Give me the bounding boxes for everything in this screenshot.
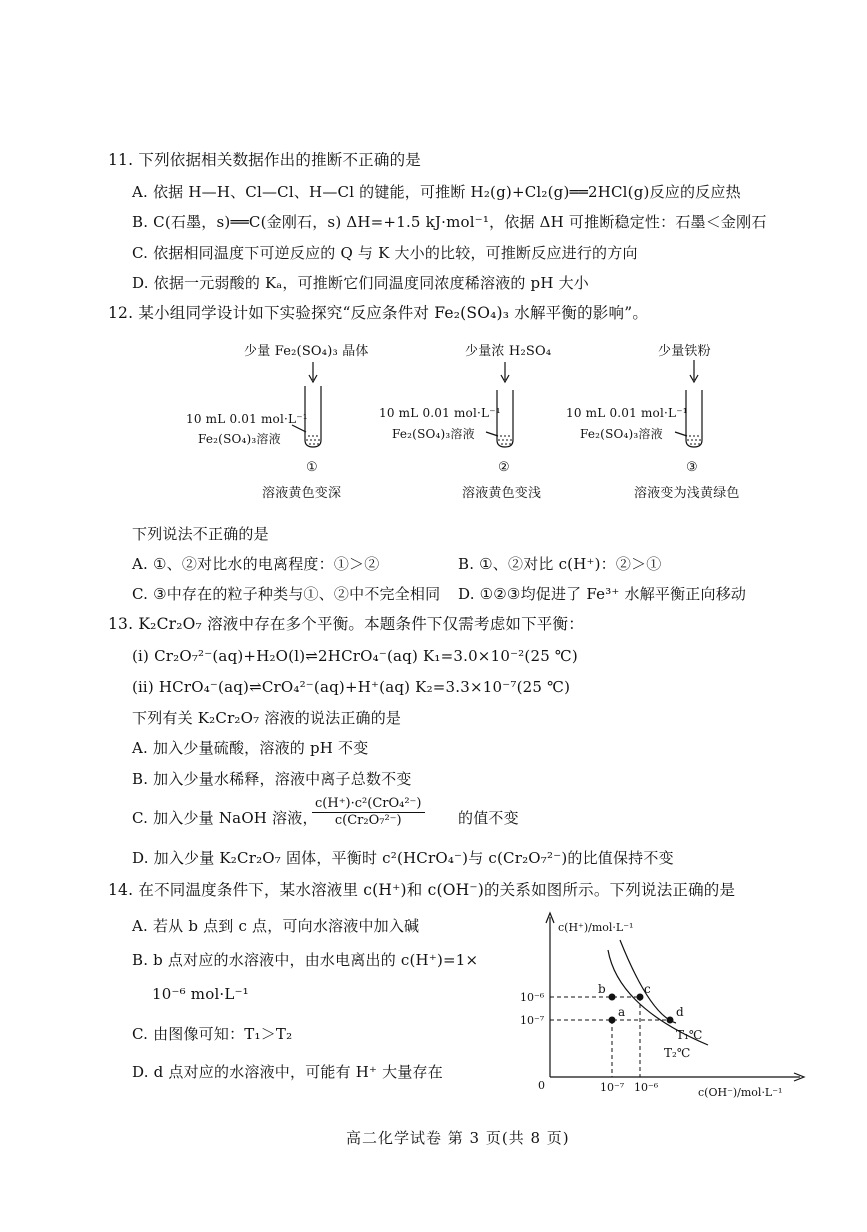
q11-option-a: A. 依据 H—H、Cl—Cl、H—Cl 的键能，可推断 H₂(g)+Cl₂(g)══2HCl(g)反应的反应热 [132, 183, 741, 201]
exp3-number: ③ [686, 460, 698, 475]
exp2-result: 溶液黄色变浅 [462, 486, 542, 501]
q11-option-b: B. C(石墨，s)══C(金刚石，s) ΔH=+1.5 kJ·mol⁻¹，依据 ΔH 可推断稳定性：石墨＜金刚石 [132, 213, 767, 231]
q14-option-c: C. 由图像可知：T₁＞T₂ [132, 1025, 293, 1043]
point-b [609, 994, 616, 1001]
origin-label: 0 [538, 1079, 545, 1092]
x-tick-2: 10⁻⁶ [634, 1081, 659, 1094]
y-tick-1: 10⁻⁶ [520, 991, 545, 1004]
q13-equilibrium-1: (ⅰ) Cr₂O₇²⁻(aq)+H₂O(l)⇌2HCrO₄⁻(aq) K₁=3.0×10⁻²(25 ℃) [132, 647, 578, 665]
q12-option-b: B. ①、②对比 c(H⁺)：②＞① [458, 555, 662, 573]
exp1-reagent: 少量 Fe₂(SO₄)₃ 晶体 [244, 344, 369, 359]
q13-option-d: D. 加入少量 K₂Cr₂O₇ 固体，平衡时 c²(HCrO₄⁻)与 c(Cr₂O₇²⁻)的比值保持不变 [132, 849, 674, 867]
point-a-label: a [618, 1005, 626, 1019]
q13-question: 下列有关 K₂Cr₂O₇ 溶液的说法正确的是 [132, 709, 402, 727]
q14-option-a: A. 若从 b 点到 c 点，可向水溶液中加入碱 [132, 917, 420, 935]
y-axis-label: c(H⁺)/mol·L⁻¹ [558, 921, 634, 934]
q13-stem: 13. K₂Cr₂O₇ 溶液中存在多个平衡。本题条件下仅需考虑如下平衡： [108, 615, 584, 633]
curve-t1-label: T₁℃ [676, 1028, 703, 1042]
point-c-label: c [644, 982, 651, 996]
fraction-denominator: c(Cr₂O₇²⁻) [334, 813, 402, 828]
q13-option-a: A. 加入少量硫酸，溶液的 pH 不变 [132, 739, 369, 757]
q14-stem: 14. 在不同温度条件下，某水溶液里 c(H⁺)和 c(OH⁻)的关系如图所示。下列说法正确的是 [108, 881, 736, 899]
point-c [637, 994, 644, 1001]
exp3-reagent: 少量铁粉 [658, 344, 711, 359]
q11-stem: 11. 下列依据相关数据作出的推断不正确的是 [108, 151, 421, 169]
q14-option-b-line1: B. b 点对应的水溶液中，由水电离出的 c(H⁺)=1× [132, 951, 479, 969]
point-d-label: d [676, 1005, 684, 1019]
exp3-solution: Fe₂(SO₄)₃溶液 [580, 427, 663, 441]
exp3-result: 溶液变为浅黄绿色 [634, 486, 740, 501]
exp1-solution: Fe₂(SO₄)₃溶液 [198, 432, 281, 446]
q13-option-c-fraction [312, 796, 425, 829]
q12-option-d: D. ①②③均促进了 Fe³⁺ 水解平衡正向移动 [458, 585, 747, 603]
exp3-conc: 10 mL 0.01 mol·L⁻¹ [566, 406, 688, 420]
exp1-result: 溶液黄色变深 [262, 486, 342, 501]
q13-option-c-suffix: 的值不变 [458, 809, 519, 827]
q13-option-b: B. 加入少量水稀释，溶液中离子总数不变 [132, 770, 412, 788]
point-a [609, 1017, 616, 1024]
page-footer: 高二化学试卷 第 3 页(共 8 页) [346, 1129, 570, 1147]
x-axis-label: c(OH⁻)/mol·L⁻¹ [698, 1086, 783, 1099]
exp1-number: ① [306, 460, 318, 475]
fraction-numerator: c(H⁺)·c²(CrO₄²⁻) [312, 796, 425, 813]
point-b-label: b [598, 982, 606, 996]
q13-equilibrium-2: (ⅱ) HCrO₄⁻(aq)⇌CrO₄²⁻(aq)+H⁺(aq) K₂=3.3×10⁻⁷(25 ℃) [132, 678, 571, 696]
ch-oh-graph [500, 905, 820, 1100]
guide-lines [550, 997, 670, 1077]
q14-option-b-line2: 10⁻⁶ mol·L⁻¹ [152, 985, 249, 1003]
q13-option-c-prefix: C. 加入少量 NaOH 溶液， [132, 809, 318, 827]
test-tube-diagram [0, 0, 867, 520]
q12-question: 下列说法不正确的是 [132, 525, 269, 543]
exp2-solution: Fe₂(SO₄)₃溶液 [392, 427, 475, 441]
exp1-conc: 10 mL 0.01 mol·L⁻¹ [186, 412, 308, 426]
q12-option-a: A. ①、②对比水的电离程度：①＞② [132, 555, 380, 573]
q11-option-c: C. 依据相同温度下可逆反应的 Q 与 K 大小的比较，可推断反应进行的方向 [132, 244, 638, 262]
exp2-conc: 10 mL 0.01 mol·L⁻¹ [379, 406, 501, 420]
exp2-number: ② [498, 460, 510, 475]
curve-t2-label: T₂℃ [664, 1046, 691, 1060]
q14-option-d: D. d 点对应的水溶液中，可能有 H⁺ 大量存在 [132, 1063, 443, 1081]
q12-stem: 12. 某小组同学设计如下实验探究“反应条件对 Fe₂(SO₄)₃ 水解平衡的影响”。 [108, 304, 649, 322]
y-tick-2: 10⁻⁷ [520, 1014, 545, 1027]
point-d [667, 1017, 674, 1024]
q12-option-c: C. ③中存在的粒子种类与①、②中不完全相同 [132, 585, 441, 603]
x-tick-1: 10⁻⁷ [600, 1081, 625, 1094]
exp2-reagent: 少量浓 H₂SO₄ [465, 344, 552, 359]
q11-option-d: D. 依据一元弱酸的 Kₐ，可推断它们同温度同浓度稀溶液的 pH 大小 [132, 274, 590, 292]
